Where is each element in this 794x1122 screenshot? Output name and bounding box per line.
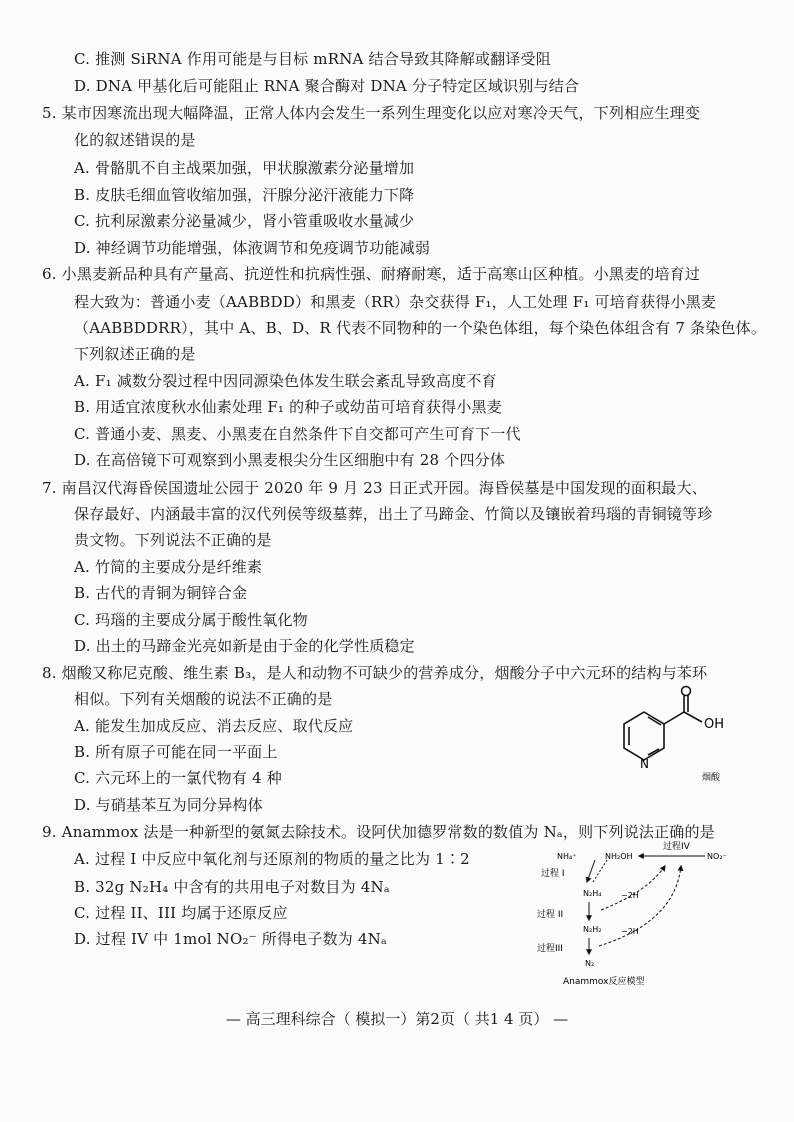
q9-option-d: D. 过程 IV 中 1mol NO₂⁻ 所得电子数为 4Nₐ	[74, 930, 387, 948]
n2h4-label: N₂H₄	[583, 889, 602, 898]
q8-option-d: D. 与硝基苯互为同分异构体	[74, 796, 263, 814]
nh2oh-label: NH₂OH	[605, 852, 633, 861]
q7-option-d: D. 出土的马蹄金光亮如新是由于金的化学性质稳定	[74, 637, 415, 655]
hydroxyl-label: OH	[704, 717, 725, 732]
nicotinic-acid-structure	[600, 684, 770, 784]
anammox-diagram	[535, 838, 735, 988]
q5-option-b: B. 皮肤毛细血管收缩加强，汗腺分泌汗液能力下降	[74, 186, 415, 204]
nicotinic-caption: 烟酸	[702, 773, 721, 783]
q9-stem: 9. Anammox 法是一种新型的氨氮去除技术。设阿伏加德罗常数的数值为 Nₐ，则下列说法正确的是	[42, 823, 715, 841]
q8-stem-line2: 相似。下列有关烟酸的说法不正确的是	[74, 690, 333, 708]
q8-option-a: A. 能发生加成反应、消去反应、取代反应	[74, 717, 354, 735]
q6-option-a: A. F₁ 减数分裂过程中因同源染色体发生联会紊乱导致高度不育	[74, 372, 497, 390]
q7-option-c: C. 玛瑙的主要成分属于酸性氧化物	[74, 611, 308, 629]
n2-label: N₂	[585, 959, 595, 968]
q6-option-d: D. 在高倍镜下可观察到小黑麦根尖分生区细胞中有 28 个四分体	[74, 451, 506, 469]
q8-option-b: B. 所有原子可能在同一平面上	[74, 743, 278, 761]
minus2h-label-a: −2H	[621, 891, 639, 900]
q5-stem-line1: 5. 某市因寒流出现大幅降温，正常人体内会发生一系列生理变化以应对寒冷天气，下列相应生理变	[42, 104, 701, 122]
q7-option-b: B. 古代的青铜为铜锌合金	[74, 584, 248, 602]
q6-option-c: C. 普通小麦、黑麦、小黑麦在自然条件下自交都可产生可育下一代	[74, 425, 521, 443]
n2h2-label: N₂H₂	[583, 925, 602, 934]
q8-stem-line1: 8. 烟酸又称尼克酸、维生素 B₃，是人和动物不可缺少的营养成分，烟酸分子中六元环的结构与苯环	[42, 664, 708, 682]
q7-stem-line2: 保存最好、内涵最丰富的汉代列侯等级墓葬，出土了马蹄金、竹简以及镶嵌着玛瑙的青铜镜等珍	[74, 505, 713, 523]
process3-label: 过程III	[537, 944, 563, 954]
q6-stem-line3: （AABBDDRR），其中 A、B、D、R 代表不同物种的一个染色体组，每个染色体组含有 7 条染色体。	[74, 319, 767, 337]
q5-option-d: D. 神经调节功能增强，体液调节和免疫调节功能减弱	[74, 239, 431, 257]
no2-label: NO₂⁻	[707, 852, 727, 861]
anammox-caption: Anammox反应模型	[563, 977, 645, 987]
minus2h-label-b: −2H	[621, 927, 639, 936]
q6-stem-line2: 程大致为：普通小麦（AABBDD）和黑麦（RR）杂交获得 F₁，人工处理 F₁ 可培育获得小黑麦	[74, 293, 717, 311]
q8-option-c: C. 六元环上的一氯代物有 4 种	[74, 769, 282, 787]
pyridine-nitrogen-label: N	[640, 757, 649, 771]
q5-stem-line2: 化的叙述错误的是	[74, 131, 196, 149]
q5-option-c: C. 抗利尿激素分泌量减少，肾小管重吸收水量减少	[74, 212, 415, 230]
process2-label: 过程 II	[537, 910, 564, 920]
q6-option-b: B. 用适宜浓度秋水仙素处理 F₁ 的种子或幼苗可培育获得小黑麦	[74, 398, 502, 416]
nh4-label: NH₄⁺	[557, 852, 577, 861]
q7-option-a: A. 竹简的主要成分是纤维素	[74, 558, 263, 576]
q6-stem-line1: 6. 小黑麦新品种具有产量高、抗逆性和抗病性强、耐瘠耐寒，适于高寒山区种植。小黑麦的培育过	[42, 265, 701, 283]
q7-stem-line3: 贵文物。下列说法不正确的是	[74, 531, 272, 549]
q9-option-c: C. 过程 II、III 均属于还原反应	[74, 904, 288, 922]
q9-option-b: B. 32g N₂H₄ 中含有的共用电子对数目为 4Nₐ	[74, 878, 390, 896]
q7-stem-line1: 7. 南昌汉代海昏侯国遗址公园于 2020 年 9 月 23 日正式开园。海昏侯墓是中国发现的面积最大、	[42, 479, 707, 497]
carbonyl-oxygen-icon	[682, 687, 691, 696]
page-footer: — 高三理科综合（ 模拟一）第2页（ 共1 4 页） —	[225, 1010, 569, 1028]
process4-label: 过程IV	[663, 842, 690, 852]
q4-option-c: C. 推测 SiRNA 作用可能是与目标 mRNA 结合导致其降解或翻译受阻	[74, 50, 551, 68]
q9-option-a: A. 过程 I 中反应中氧化剂与还原剂的物质的量之比为 1∶2	[74, 850, 470, 868]
q5-option-a: A. 骨骼肌不自主战栗加强，甲状腺激素分泌量增加	[74, 159, 415, 177]
process1-label: 过程 I	[541, 869, 565, 879]
q6-stem-line4: 下列叙述正确的是	[74, 345, 196, 363]
q4-option-d: D. DNA 甲基化后可能阻止 RNA 聚合酶对 DNA 分子特定区域识别与结合	[74, 77, 580, 95]
